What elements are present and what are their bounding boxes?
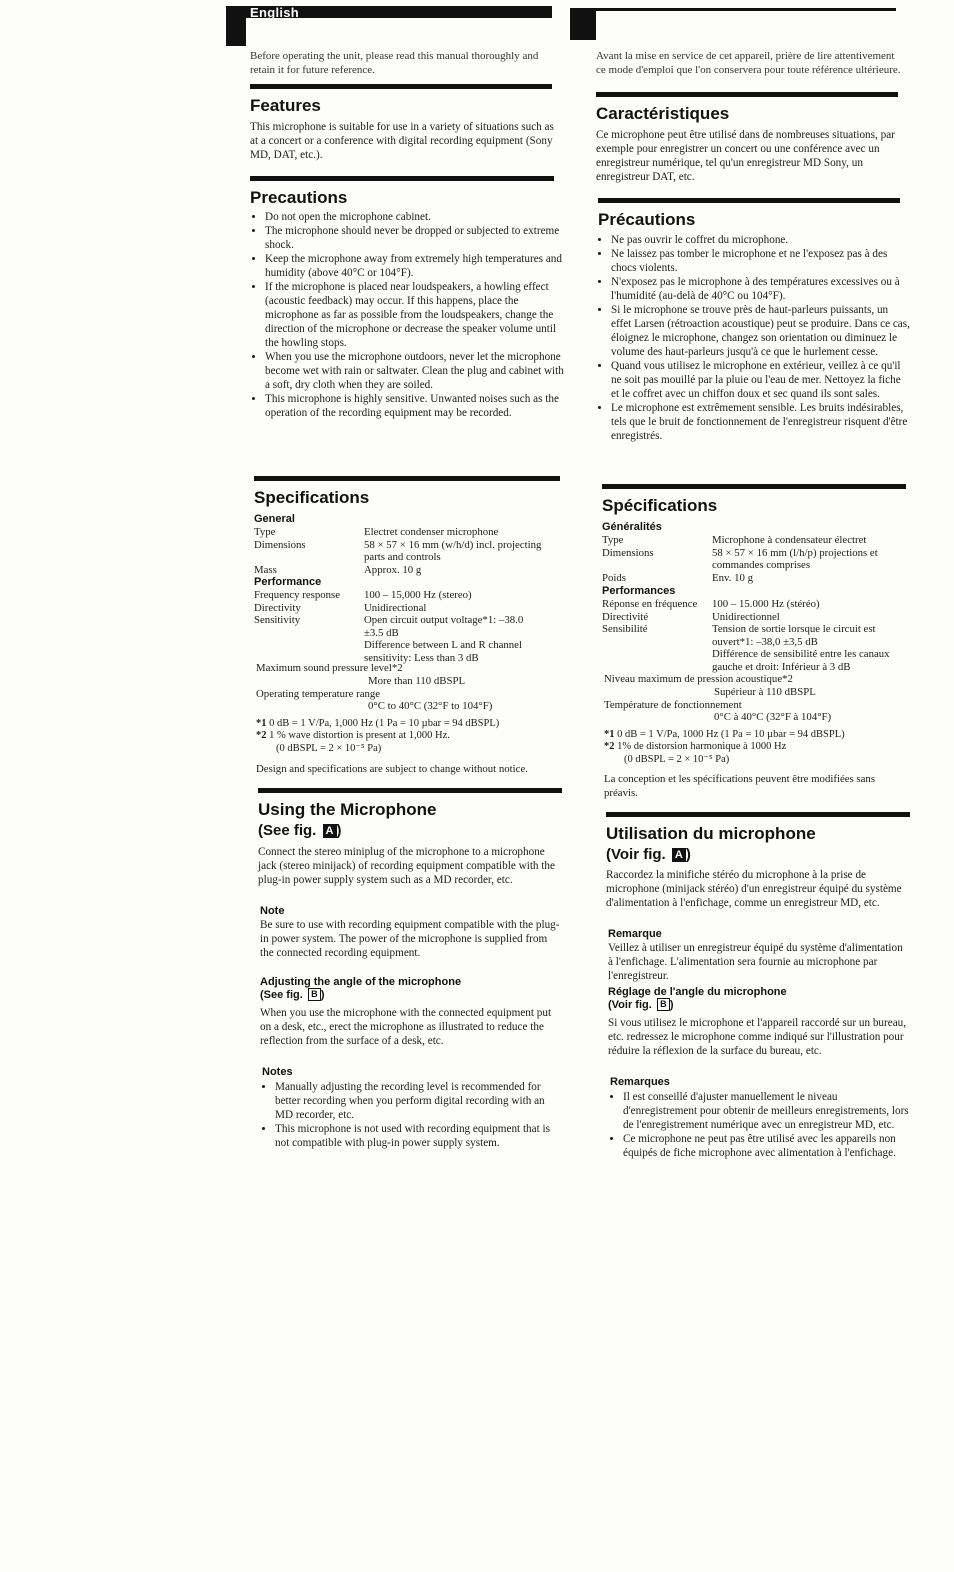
spec-row — [602, 534, 902, 547]
general-label: General — [254, 513, 295, 525]
spec-row — [254, 602, 544, 615]
precautions-heading: Précautions — [598, 210, 696, 229]
performance-label: Performances — [602, 585, 676, 597]
list-item: • This microphone is highly sensitive. Unwanted noises such as the operation of the recording equipment may be recorded. — [265, 392, 565, 420]
op-temp-value: 0°C à 40°C (32°F à 104°F) — [714, 711, 832, 723]
spec-key: Directivité — [602, 610, 649, 623]
spec-row — [254, 639, 544, 664]
spec-row — [602, 623, 910, 648]
spec-key — [602, 648, 712, 673]
section-rule — [254, 476, 560, 481]
note-label: Remarque — [608, 928, 662, 940]
spec-row — [254, 539, 544, 564]
list-item: • This microphone is not used with recording equipment that is not compatible with plug-in power supply system. — [275, 1122, 565, 1150]
spec-row — [602, 598, 910, 611]
precautions-list — [252, 210, 565, 420]
fig-a-badge: A — [323, 824, 337, 838]
spec-value: 100 – 15,000 Hz (stereo) — [364, 589, 472, 601]
performance-label: Performance — [254, 576, 322, 588]
spec-row — [602, 611, 910, 624]
spec-value: Différence de sensibilité entre les canaux gauche et droit: Inférieur à 3 dB — [712, 648, 890, 673]
max-spl-value: Supérieur à 110 dBSPL — [714, 686, 816, 698]
features-heading: Caractéristiques — [596, 104, 730, 123]
spec-value: 100 – 15.000 Hz (stéréo) — [712, 598, 820, 610]
spec-key — [254, 639, 364, 664]
angle-text: Si vous utilisez le microphone et l'appareil raccordé sur un bureau, etc. redressez le microphone comme indiqué sur l'illustration pour réduire la réflexion de la surface du bureau, etc. — [608, 1017, 907, 1057]
list-item: • Ne pas ouvrir le coffret du microphone. — [611, 233, 911, 247]
footnote-text: 0 dB = 1 V/Pa, 1000 Hz (1 Pa = 10 µbar = 94 dBSPL) — [617, 729, 845, 740]
list-item: • Ce microphone ne peut pas être utilisé avec les appareils non équipés de fiche microphone avec alimentation à l'enfichage. — [623, 1132, 913, 1160]
op-temp-label: Operating temperature range — [256, 688, 381, 700]
spec-value: Unidirectionnel — [712, 610, 780, 623]
spec-key: Dimensions — [254, 538, 306, 551]
list-item: • Si le microphone se trouve près de haut-parleurs puissants, un effet Larsen (rétroaction acoustique) peut se produire. Dans ce cas, éloignez le microphone, changez son orientation ou diminuez le volume des haut-parleurs jusqu'à ce que le hurlement cesse. — [611, 303, 911, 359]
fig-a-badge: A — [672, 848, 686, 862]
precautions-heading: Precautions — [250, 188, 348, 207]
list-item: • Il est conseillé d'ajuster manuellement le niveau d'enregistrement pour obtenir de meilleurs enregistrements, lors de l'enregistrement numérique avec un enregistreur MD, etc. — [623, 1090, 913, 1132]
features-text: This microphone is suitable for use in a variety of situations such as at a concert or a conference with digital recording equipment (Sony MD, DAT, etc.). — [250, 121, 554, 161]
using-title: Using the Microphone — [258, 800, 437, 819]
general-specs — [254, 526, 544, 576]
using-title: Utilisation du microphone — [606, 824, 816, 843]
using-heading — [606, 824, 816, 863]
section-rule — [606, 812, 910, 817]
spec-value: Microphone à condensateur électret — [712, 534, 867, 546]
spec-row — [254, 564, 544, 577]
note-text: Be sure to use with recording equipment compatible with the plug-in power system. The power of the microphone is supplied from the connected recording equipment. — [260, 919, 560, 959]
section-rule — [258, 788, 562, 793]
angle-title: Adjusting the angle of the microphone — [260, 976, 462, 988]
section-rule — [598, 198, 900, 203]
see-fig-label: (See fig. — [260, 989, 303, 1001]
spec-row — [254, 614, 544, 639]
language-label: English — [250, 5, 300, 20]
note-label: Note — [260, 905, 285, 917]
list-item: • Manually adjusting the recording level is recommended for better recording when you perform digital recording with an MD recorder, etc. — [275, 1080, 565, 1122]
footnote-2 — [604, 741, 910, 766]
notes-list — [262, 1080, 565, 1150]
footnote-mark: *2 — [256, 730, 267, 741]
spec-key: Poids — [602, 571, 627, 584]
spec-row — [254, 526, 544, 539]
disclaimer-text: La conception et les spécifications peuvent être modifiées sans préavis. — [604, 773, 876, 799]
spec-key: Directivity — [254, 601, 301, 614]
performance-specs — [602, 598, 910, 673]
op-temp-value: 0°C to 40°C (32°F to 104°F) — [368, 700, 493, 712]
spec-row — [602, 547, 902, 572]
max-spl-label: Maximum sound pressure level*2 — [256, 662, 403, 674]
footnote-2 — [256, 730, 556, 755]
specifications-heading: Specifications — [254, 488, 370, 507]
precautions-list — [598, 233, 911, 443]
section-rule — [602, 484, 906, 489]
see-fig-label: (Voir fig. — [606, 846, 666, 863]
footnote-text: (0 dBSPL = 2 × 10⁻⁵ Pa) — [276, 742, 382, 754]
max-spl-value: More than 110 dBSPL — [368, 675, 466, 687]
spec-key: Frequency response — [254, 589, 341, 601]
using-heading — [258, 800, 437, 839]
intro-text: Before operating the unit, please read this manual thoroughly and retain it for future reference. — [250, 50, 539, 76]
french-header-bar — [570, 8, 896, 11]
list-item: • Do not open the microphone cabinet. — [265, 210, 565, 224]
list-item: • When you use the microphone outdoors, never let the microphone become wet with rain or saltwater. Clean the plug and cabinet with a soft, dry cloth when they are soiled. — [265, 350, 565, 392]
spec-value: 58 × 57 × 16 mm (l/h/p) projections et commandes comprises — [712, 546, 878, 571]
list-item: • Ne laissez pas tomber le microphone et ne l'exposez pas à des chocs violents. — [611, 247, 911, 275]
performance-specs — [254, 589, 544, 664]
using-subtitle: (Voir fig. A ) — [606, 846, 691, 863]
footnote-text: 1 % wave distortion is present at 1,000 Hz. — [269, 730, 450, 741]
section-rule — [250, 176, 554, 181]
footnote-1 — [604, 729, 910, 742]
spec-key: Mass — [254, 563, 277, 576]
features-text: Ce microphone peut être utilisé dans de nombreuses situations, par exemple pour enregistrer un concert ou une conférence avec un enregistreur numérique, tel qu'un enregistreur MD Sony, un enregistreur DAT, etc. — [596, 129, 895, 183]
footnote-text: 0 dB = 1 V/Pa, 1,000 Hz (1 Pa = 10 µbar = 94 dBSPL) — [269, 718, 500, 729]
footnote-mark: *1 — [604, 729, 615, 740]
spec-key: Type — [602, 534, 624, 546]
using-subtitle: (See fig. A ) — [258, 822, 342, 839]
footnote-text: 1% de distorsion harmonique à 1000 Hz — [617, 741, 787, 752]
footnote-mark: *2 — [604, 741, 615, 752]
note-text: Veillez à utiliser un enregistreur équipé du système d'alimentation à l'enfichage. L'alimentation sera fournie au microphone par l'enregistreur. — [608, 942, 903, 982]
list-item: • The microphone should never be dropped or subjected to extreme shock. — [265, 224, 565, 252]
footnote-mark: *1 — [256, 718, 267, 729]
angle-title: Réglage de l'angle du microphone — [608, 986, 787, 998]
see-fig-label: (See fig. — [258, 822, 317, 839]
spec-row — [254, 589, 544, 602]
list-item: • N'exposez pas le microphone à des températures excessives ou à l'humidité (au-delà de 40°C ou 104°F). — [611, 275, 911, 303]
notes-label: Remarques — [610, 1076, 670, 1088]
intro-text: Avant la mise en service de cet appareil, prière de lire attentivement ce mode d'emploi que l'on conservera pour toute référence ultérieure. — [596, 50, 901, 76]
notes-label: Notes — [262, 1066, 293, 1078]
fig-b-badge: B — [308, 988, 321, 1001]
spec-value: Electret condenser microphone — [364, 526, 499, 538]
section-rule — [596, 92, 898, 97]
english-header-bar — [226, 6, 552, 18]
spec-key: Type — [254, 526, 276, 538]
spec-key: Sensibilité — [602, 623, 648, 635]
footnote-text: (0 dBSPL = 2 × 10⁻⁵ Pa) — [624, 753, 730, 765]
footnote-1 — [256, 718, 556, 731]
op-temp-label: Température de fonctionnement — [604, 699, 742, 711]
spec-value: Tension de sortie lorsque le circuit est ouvert*1: –38,0 ±3,5 dB — [712, 623, 876, 648]
angle-text: When you use the microphone with the connected equipment put on a desk, etc., erect the microphone as illustrated to reduce the reflection from the surface of a desk, etc. — [260, 1007, 552, 1047]
general-label: Généralités — [602, 521, 662, 533]
spec-value: Open circuit output voltage*1: –38.0 ±3.5 dB — [364, 614, 524, 639]
spec-key: Réponse en fréquence — [602, 598, 698, 610]
angle-heading: Réglage de l'angle du microphone (Voir fig. B ) — [608, 986, 787, 1011]
spec-value: Approx. 10 g — [364, 563, 422, 576]
see-fig-label: (Voir fig. — [608, 999, 652, 1011]
fig-b-badge: B — [657, 998, 670, 1011]
max-spl-label: Niveau maximum de pression acoustique*2 — [604, 673, 793, 685]
using-text: Raccordez la minifiche stéréo du microphone à la prise de microphone (minijack stéréo) d'un enregistreur équipé du système d'alimentation à l'enfichage, comme un enregistreur MD, etc. — [606, 869, 902, 909]
using-text: Connect the stereo miniplug of the microphone to a microphone jack (stereo minijack) of recording equipment compatible with the plug-in power supply system such as a MD recorder, etc. — [258, 846, 555, 886]
spec-value: 58 × 57 × 16 mm (w/h/d) incl. projecting parts and controls — [364, 538, 542, 563]
spec-row — [602, 648, 910, 673]
spec-value: Env. 10 g — [712, 571, 753, 584]
list-item: • Quand vous utilisez le microphone en extérieur, veillez à ce qu'il ne soit pas mouillé par la pluie ou l'eau de mer. Nettoyez la fiche et le coffret avec un chiffon doux et sec quand ils sont sales. — [611, 359, 911, 401]
disclaimer-text: Design and specifications are subject to change without notice. — [256, 763, 528, 775]
spec-row — [602, 572, 902, 585]
list-item: • Keep the microphone away from extremely high temperatures and humidity (above 40°C or 104°F). — [265, 252, 565, 280]
section-rule — [250, 84, 552, 89]
french-language-tab — [570, 8, 596, 40]
angle-heading: Adjusting the angle of the microphone (See fig. B ) — [260, 976, 462, 1001]
features-heading: Features — [250, 96, 321, 115]
spec-key: Dimensions — [602, 546, 654, 559]
spec-value: Difference between L and R channel sensitivity: Less than 3 dB — [364, 639, 522, 664]
list-item: • If the microphone is placed near loudspeakers, a howling effect (acoustic feedback) may occur. If this happens, place the microphone as far as possible from the loudspeakers, change the direction of the microphone or decrease the speaker volume until the howling stops. — [265, 280, 565, 350]
notes-list — [610, 1090, 913, 1160]
specifications-heading: Spécifications — [602, 496, 718, 515]
list-item: • Le microphone est extrêmement sensible. Les bruits indésirables, tels que le bruit de fonctionnement de l'enregistreur risquent d'être enregistrés. — [611, 401, 911, 443]
general-specs — [602, 534, 902, 584]
spec-value: Unidirectional — [364, 601, 427, 614]
spec-key: Sensitivity — [254, 614, 301, 626]
